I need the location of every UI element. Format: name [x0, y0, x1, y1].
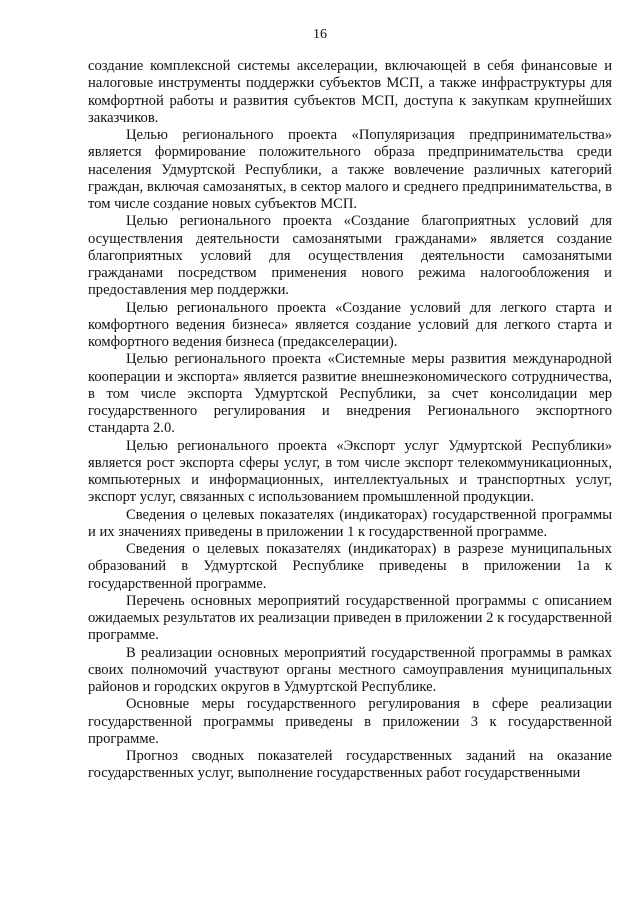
paragraph-main-activities: Перечень основных мероприятий государственной программы с описанием ожидаемых результатов их реализации приведен в приложении 2 к государственной программе.: [88, 592, 612, 644]
paragraph-self-employed-goal: Целью регионального проекта «Создание благоприятных условий для осуществления деятельности самозанятыми гражданами» является создание благоприятных условий для осуществления деятельности самозанятыми гражданами посредством применения нового режима налогообложения и предоставления мер поддержки.: [88, 213, 612, 299]
paragraph-export-cooperation-goal: Целью регионального проекта «Системные меры развития международной кооперации и экспорта» является развитие внешнеэкономического сотрудничества, в том числе экспорта Удмуртской Республики, за счет консолидации мер государственного регулирования и внедрения Регионального экспортного стандарта 2.0.: [88, 351, 612, 437]
paragraph-state-assignments-forecast: Прогноз сводных показателей государственных заданий на оказание государственных услуг, выполнение государственных работ государственными: [88, 748, 612, 782]
paragraph-easy-start-goal: Целью регионального проекта «Создание условий для легкого старта и комфортного ведения бизнеса» является создание условий для легкого старта и комфортного ведения бизнеса (предакселерации).: [88, 299, 612, 350]
document-body: [88, 58, 612, 783]
paragraph-local-government: В реализации основных мероприятий государственной программы в рамках своих полномочий участвуют органы местного самоуправления муниципальных районов и городских округов в Удмуртской Республике.: [88, 644, 612, 695]
paragraph-popularization-goal: Целью регионального проекта «Популяризация предпринимательства» является формирование положительного образа предпринимательства среди населения Удмуртской Республики, а также вовлечение различных категорий граждан, включая самозанятых, в сектор малого и среднего предпринимательства, в том числе создание новых субъектов МСП.: [88, 127, 612, 212]
paragraph-municipal-indicators: Сведения о целевых показателях (индикаторах) в разрезе муниципальных образований в Удмуртской Республике приведены в приложении 1а к государственной программе.: [88, 541, 612, 592]
paragraph-export-services-goal: Целью регионального проекта «Экспорт услуг Удмуртской Республики» является рост экспорта сферы услуг, в том числе экспорт телекоммуникационных, компьютерных и информационных, интеллектуальных и транспортных услуг, экспорт услуг, связанных с использованием промышленной продукции.: [88, 437, 612, 506]
paragraph-regulation-measures: Основные меры государственного регулирования в сфере реализации государственной программы приведены в приложении 3 к государственной программе.: [88, 696, 612, 747]
paragraph-target-indicators: Сведения о целевых показателях (индикаторах) государственной программы и их значениях приведены в приложении 1 к государственной программе.: [88, 506, 612, 540]
paragraph-continuation: создание комплексной системы акселерации, включающей в себя финансовые и налоговые инструменты поддержки субъектов МСП, а также инфраструктуры для комфортной работы и развития субъектов МСП, доступа к закупкам крупнейших заказчиков.: [88, 58, 612, 126]
page-number: 16: [313, 27, 327, 42]
